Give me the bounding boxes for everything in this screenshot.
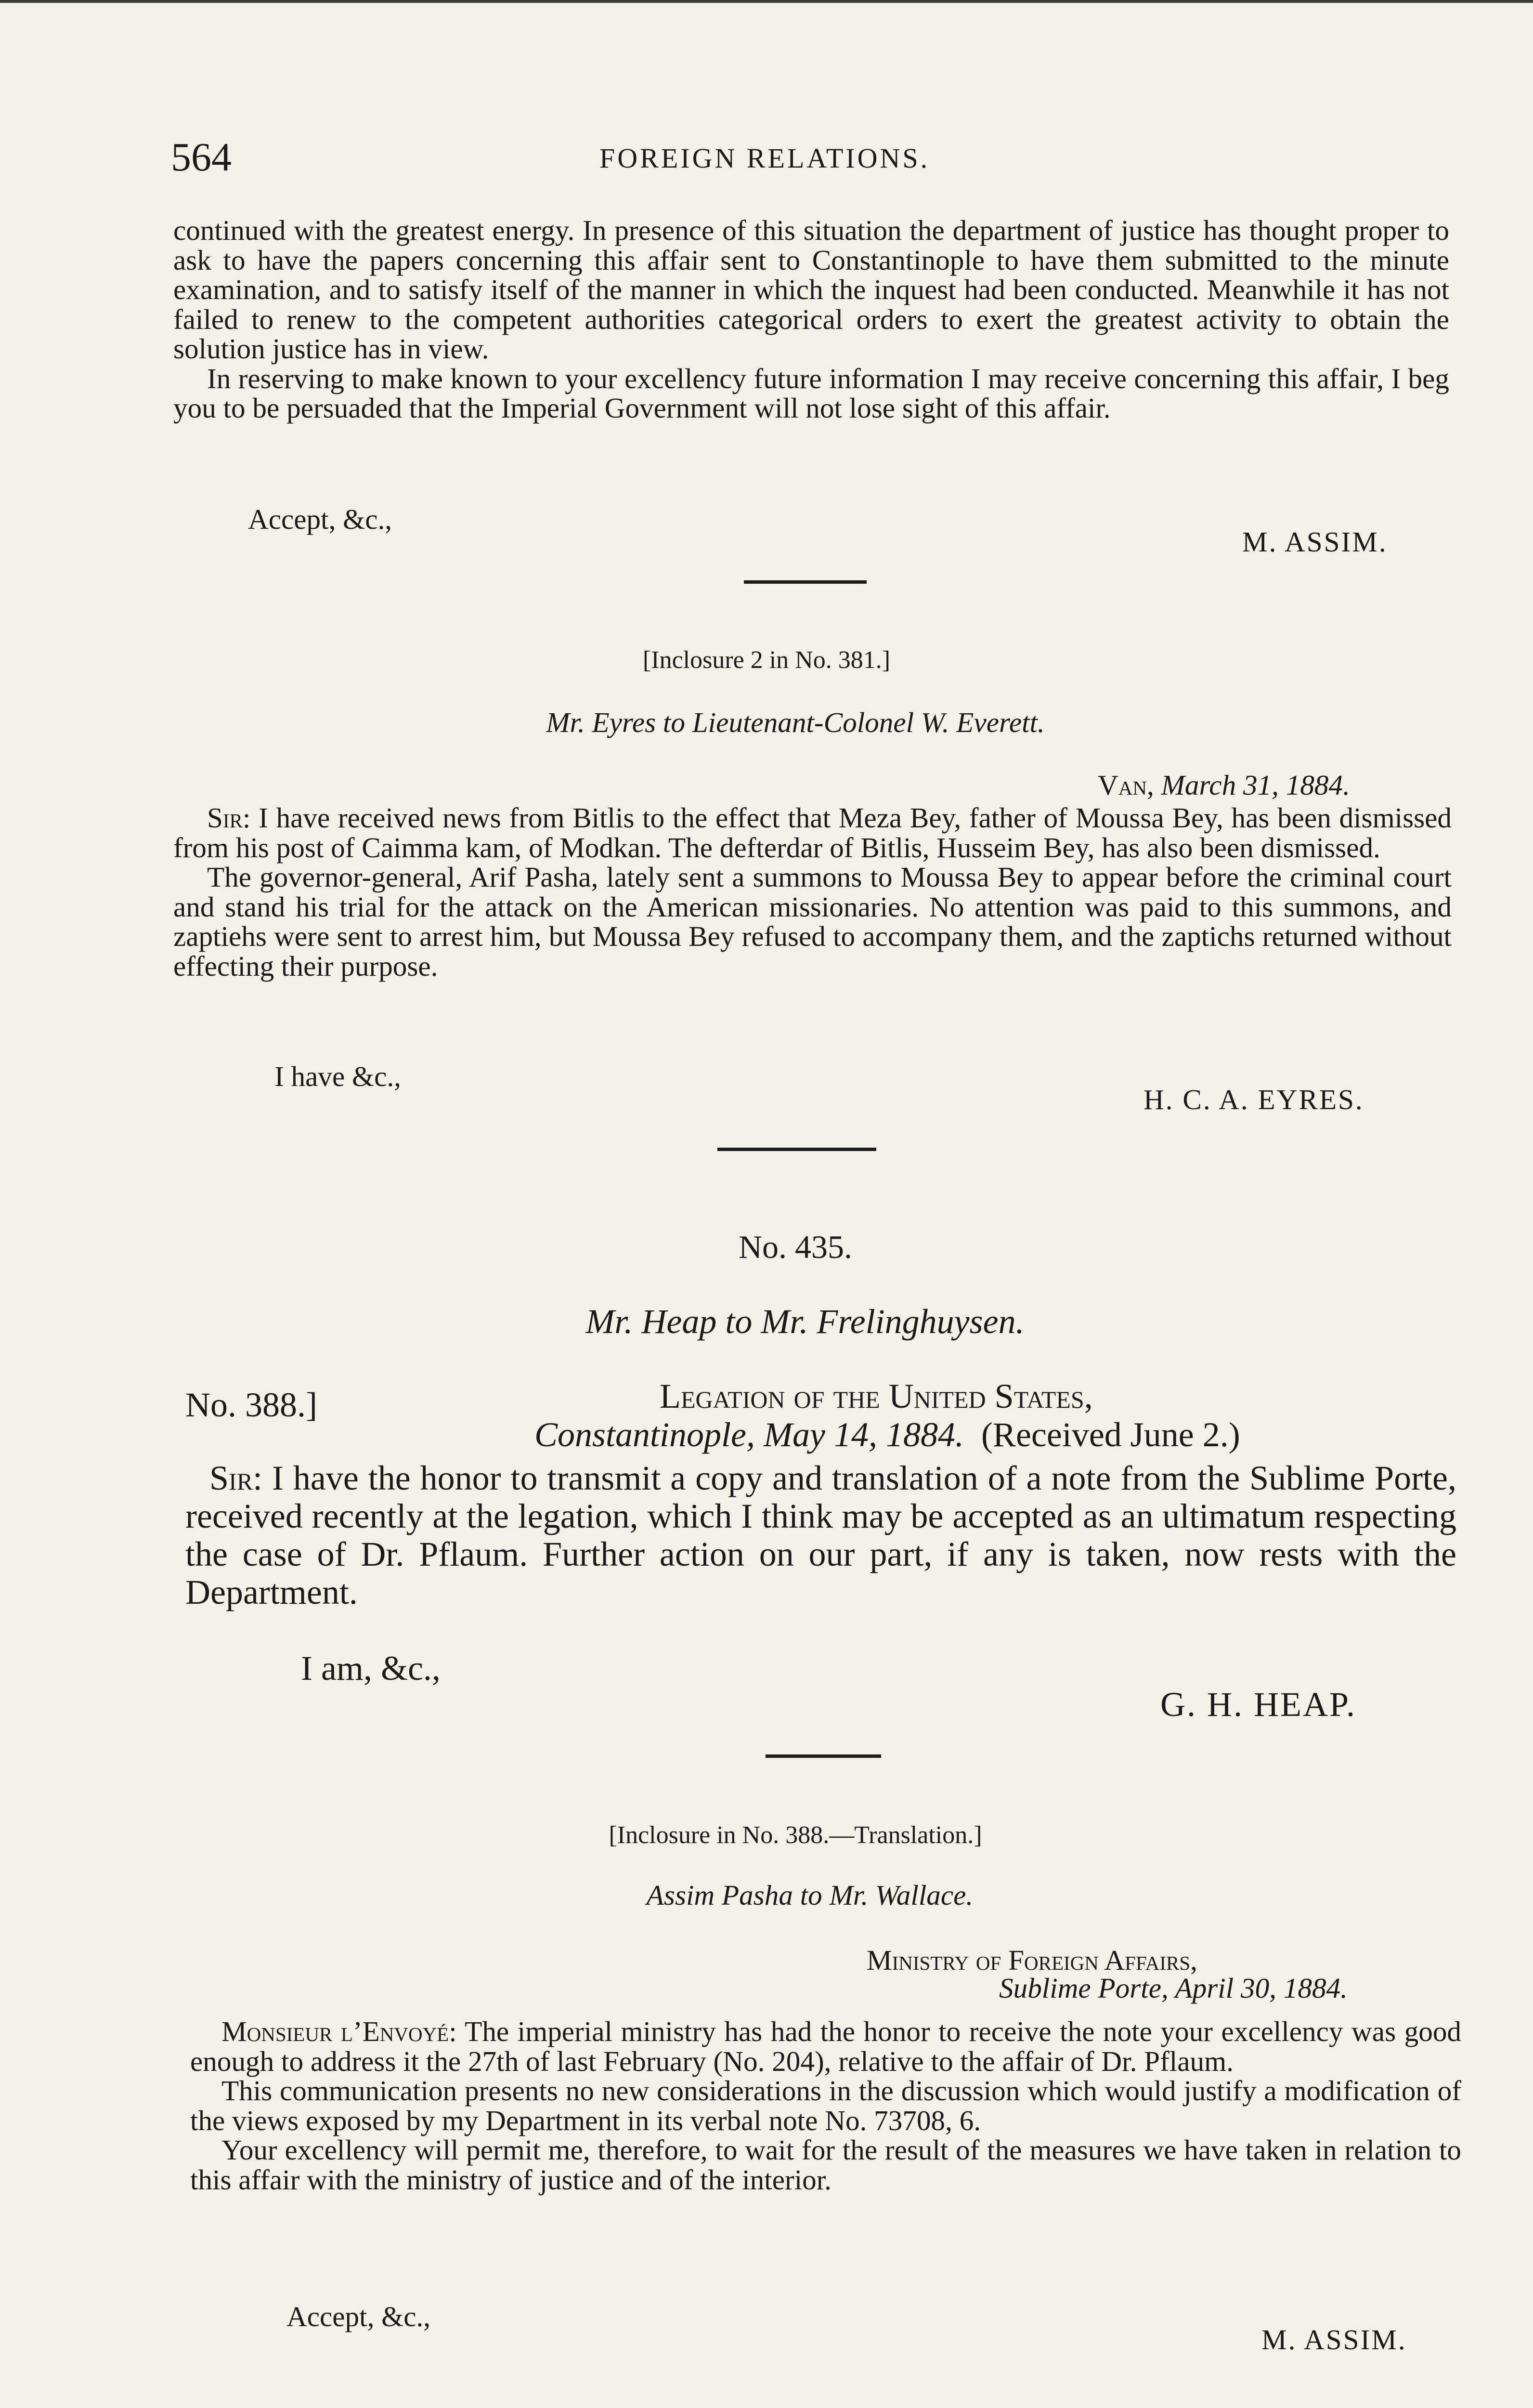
inclosure-2-body [173, 803, 1452, 981]
continuation-paragraph-1: continued with the greatest energy. In presence of this situation the department of justice has thought proper to ask to have the papers concerning this affair sent to Constantinople to have them submitted to the minute examination, and to satisfy itself of the manner in which the inquest had been conducted. Meanwhile it has not failed to renew to the competent authorities categorical orders to exert the greatest activity to obtain the solution justice has in view. [173, 214, 1449, 365]
salutation: Monsieur l’Envoyé: [221, 2015, 457, 2047]
document-435-signature: G. H. HEAP. [1160, 1685, 1357, 1724]
inclosure-2-dateline [1098, 771, 1350, 800]
continuation-letter [173, 216, 1449, 423]
document-435-paragraph-text: I have the honor to transmit a copy and translation of a note from the Sublime Porte, received recently at the legation, which I think may be accepted as an ultimatum respecting the case of Dr. Pflaum. Further action on our part, if any is taken, now rests with the Department. [185, 1459, 1457, 1611]
running-head: FOREIGN RELATIONS. [599, 143, 930, 174]
inclosure-2-paragraph-1-text: I have received news from Bitlis to the effect that Meza Bey, father of Moussa Bey, has been dismissed from his post of Caimma kam, of Modkan. The defterdar of Bitlis, Husseim Bey, has also been dismissed. [173, 802, 1452, 864]
inclosure-388-paragraph-1-text: The imperial ministry has had the honor to receive the note your excellency was good enough to address it the 27th of last February (No. 204), relative to the affair of Dr. Pflaum. [190, 2015, 1462, 2077]
dateline-place: Constantinople, [534, 1415, 755, 1454]
inclosure-2-heading: [Inclosure 2 in No. 381.] [642, 646, 891, 674]
inclosure-2-paragraph-1 [173, 803, 1452, 863]
salutation: Sir: [209, 1459, 263, 1497]
document-435-closing: I am, &c., [301, 1649, 441, 1688]
dateline-place: Van, [1098, 769, 1154, 801]
inclosure-388-dateline [999, 1974, 1348, 2003]
continuation-signature: M. ASSIM. [1242, 526, 1388, 558]
section-divider-2 [717, 1148, 876, 1151]
document-dateline [534, 1416, 1240, 1454]
legation-heading: Legation of the United States, [660, 1377, 1093, 1415]
inclosure-2-closing: I have &c., [274, 1060, 401, 1092]
section-divider-1 [744, 580, 867, 584]
dateline-date: April 30, 1884. [1175, 1972, 1348, 2004]
inclosure-388-paragraph-3: Your excellency will permit me, therefore, to wait for the result of the measures we have taken in relation to this affair with the ministry of justice and of the interior. [190, 2134, 1461, 2196]
dateline-date: March 31, 1884. [1161, 769, 1350, 801]
inclosure-388-closing: Accept, &c., [286, 2301, 431, 2332]
inclosure-388-signature: M. ASSIM. [1261, 2324, 1407, 2356]
top-border-rule [0, 0, 1533, 3]
continuation-closing: Accept, &c., [248, 503, 392, 535]
section-divider-3 [766, 1754, 881, 1758]
continuation-paragraph-2: In reserving to make known to your excellency future information I may receive concerning this affair, I beg you to be persuaded that the Imperial Government will not lose sight of this affair. [173, 362, 1449, 424]
dateline-place: Sublime Porte, [999, 1972, 1169, 2004]
inclosure-388-heading: [Inclosure in No. 388.—Translation.] [609, 1821, 982, 1849]
inclosure-2-title: Mr. Eyres to Lieutenant-Colonel W. Everett. [546, 707, 1045, 738]
document-title: Mr. Heap to Mr. Frelinghuysen. [585, 1302, 1025, 1341]
document-435-paragraph [185, 1459, 1456, 1611]
inclosure-2-paragraph-2: The governor-general, Arif Pasha, lately sent a summons to Moussa Bey to appear before the criminal court and stand his trial for the attack on the American missionaries. No attention was paid to this summons, and zaptiehs were sent to arrest him, but Moussa Bey refused to accompany them, and the zaptichs returned without effecting their purpose. [173, 861, 1452, 982]
ministry-heading: Ministry of Foreign Affairs, [867, 1944, 1197, 1976]
inclosure-388-body [190, 2017, 1461, 2195]
dateline-date: May 14, 1884. [764, 1415, 964, 1454]
inclosure-388-title: Assim Pasha to Mr. Wallace. [646, 1879, 974, 1911]
dispatch-reference: No. 388.] [185, 1386, 317, 1424]
salutation: Sir: [207, 802, 251, 834]
inclosure-388-paragraph-1 [190, 2017, 1461, 2076]
document-435-body [185, 1459, 1456, 1611]
inclosure-388-paragraph-2: This communication presents no new considerations in the discussion which would justify a modification of the views exposed by my Department in its verbal note No. 73708, 6. [190, 2075, 1461, 2136]
received-date: (Received June 2.) [981, 1415, 1240, 1454]
inclosure-2-signature: H. C. A. EYRES. [1143, 1084, 1364, 1115]
page-number: 564 [171, 135, 232, 180]
document-number: No. 435. [738, 1229, 853, 1265]
